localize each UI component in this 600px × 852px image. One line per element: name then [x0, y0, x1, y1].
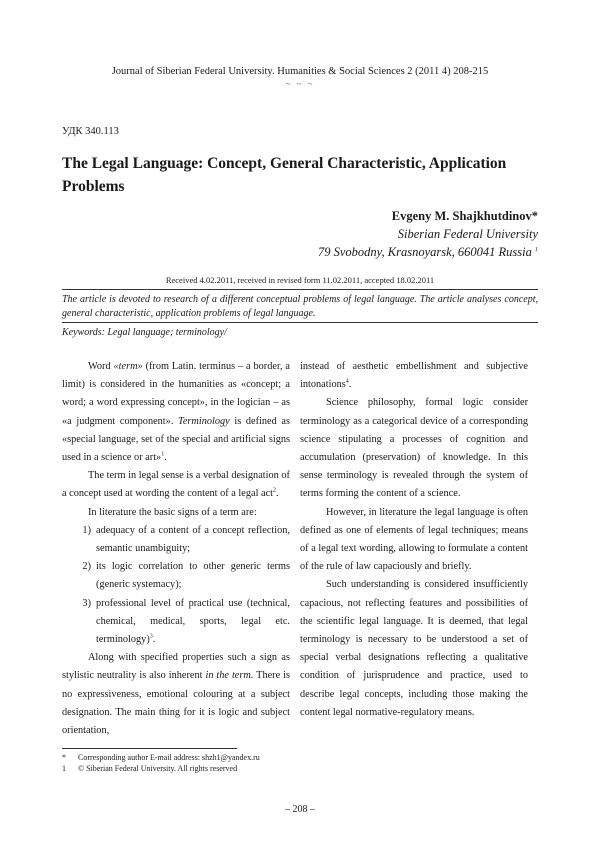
footnote	[62, 763, 260, 774]
paragraph	[300, 358, 528, 394]
footnote-ref: 1	[161, 451, 165, 458]
left-column	[62, 358, 290, 740]
page-number: – 208 –	[285, 804, 315, 815]
text-run: There is no expressiveness, emotional colouring at a subject designation. The main thing for it is logic and subject orientation,	[62, 670, 291, 737]
text-run: instead of aesthetic embellishment and subjective intonations	[300, 361, 528, 391]
author-block	[318, 207, 538, 261]
abstract-bottom-rule	[62, 322, 538, 323]
right-column	[300, 358, 528, 722]
paragraph: However, in literature the legal language is often defined as one of elements of legal techniques; means of a legal text wording, allowing to formulate a content of the rule of law capaciously and briefly.	[300, 506, 528, 573]
list-text	[96, 595, 290, 650]
article-title: The Legal Language: Concept, General Characteristic, Application Problems	[62, 155, 507, 195]
footnote-rule	[62, 748, 237, 749]
italic-term: «term»	[113, 361, 143, 372]
paragraph: In literature the basic signs of a term are:	[88, 506, 257, 518]
footnote-text: © Siberian Federal University. All rights reserved	[78, 764, 238, 773]
text-run: .	[348, 379, 352, 391]
paragraph: Such understanding is considered insufficiently capacious, not reflecting features and possibilities of the scientific legal language. It is deemed, that legal terminology is necessary to be understood a set of special verbal designations reflecting a qualitative condition of jurisprudence and practice, used to describe legal concepts, including those making the content legal normative-regulatory means.	[300, 579, 528, 718]
text-run: Along with specified properties such a sign as stylistic neutrality is also inherent	[62, 652, 290, 682]
footnote-ref: 4	[345, 378, 349, 385]
list-item	[62, 558, 290, 594]
author-name: Evgeny M. Shajkhutdinov*	[391, 209, 538, 223]
text-run: professional level of practical use (technical, chemical, medical, sports, legal etc. terminology)	[96, 597, 290, 646]
text-run: (from Latin. terminus – a border, a limit) is considered in the humanities as «concept; a word; a word expressing concept», in the logician – as «a judgment component».	[62, 361, 290, 427]
list-text: its logic correlation to other generic terms (generic systemacy);	[96, 561, 290, 591]
udk-code: УДК 340.113	[62, 126, 119, 137]
abstract: The article is devoted to research of a different conceptual problems of legal language. The article analyses concept, general characteristic, application problems of legal language.	[62, 294, 538, 319]
footnotes	[62, 752, 260, 774]
text-run: .	[276, 488, 279, 500]
text-run: The term in legal sense is a verbal designation of a concept used at wording the content of a legal act	[62, 470, 290, 500]
list-item	[62, 522, 290, 558]
footnote-text: Corresponding author E-mail address: shzh1@yandex.ru	[78, 753, 260, 762]
footnote-mark: 1	[62, 764, 66, 773]
header-separator: ~ ~ ~	[285, 79, 315, 89]
text-run: is defined as «special language, set of the special and artificial signs used in a science or art»	[62, 415, 291, 464]
list-number: 1)	[82, 524, 91, 536]
paragraph	[62, 358, 290, 467]
paragraph: Science philosophy, formal logic consider terminology as a categorical device of a corresponding science stipulating a processes of cognition and accumulation (preservation) of knowledge. In this sense terminology is revealed through the system of terms forming the content of a science.	[300, 397, 528, 500]
text-run: Word	[88, 361, 114, 372]
italic-term: in the term.	[205, 670, 254, 682]
journal-header: Journal of Siberian Federal University. Humanities & Social Sciences 2 (2011 4) 208-215	[111, 66, 489, 77]
received-dates: Received 4.02.2011, received in revised form 11.02.2011, accepted 18.02.2011	[165, 275, 435, 285]
italic-term: Terminology	[178, 415, 230, 427]
paragraph	[62, 649, 290, 740]
keywords: Keywords: Legal language; terminology/	[62, 327, 227, 338]
author-affiliation: Siberian Federal University	[397, 227, 538, 241]
paragraph	[62, 467, 290, 503]
list-item	[62, 595, 290, 650]
footnote-ref: 3	[149, 633, 153, 640]
text-run: .	[164, 452, 167, 464]
abstract-top-rule	[62, 289, 538, 290]
list-text: adequacy of a content of a concept reflection, semantic unambiguity;	[96, 524, 290, 555]
address-footnote-mark: 1	[535, 246, 538, 253]
footnote-ref: 2	[273, 488, 277, 494]
footnote	[62, 752, 260, 763]
footnote-mark: *	[62, 753, 66, 762]
author-address-line	[318, 243, 538, 261]
list-number: 3)	[82, 597, 91, 609]
text-run: .	[152, 634, 156, 646]
author-address: 79 Svobodny, Krasnoyarsk, 660041 Russia	[317, 245, 532, 259]
list-number: 2)	[82, 561, 91, 573]
